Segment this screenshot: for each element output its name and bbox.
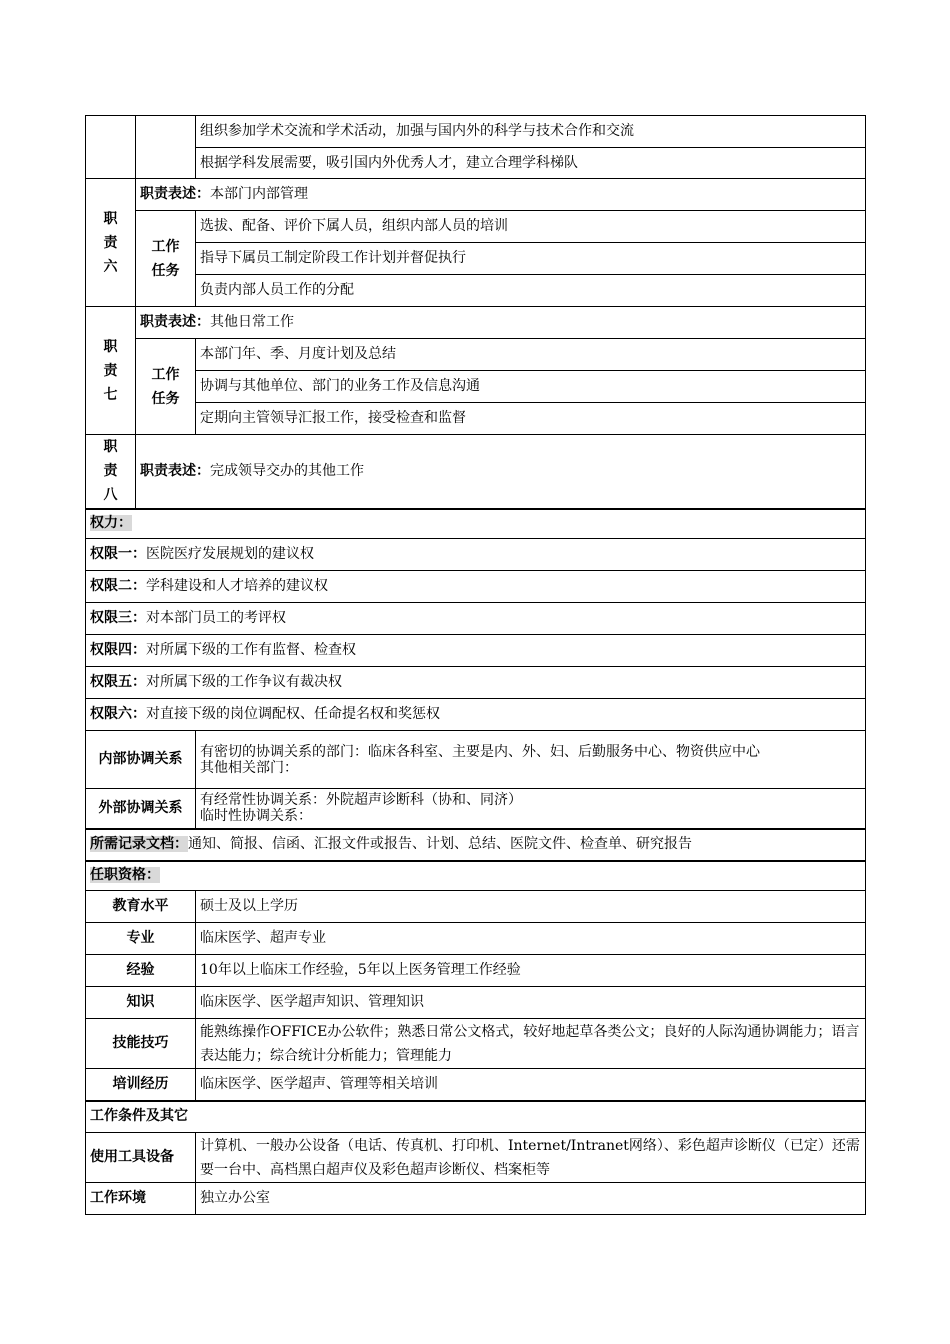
power-item: 权限一：医院医疗发展规划的建议权 [86, 539, 866, 571]
qualification-value: 能熟练操作OFFICE办公软件；熟悉日常公文格式，较好地起草各类公文；良好的人际沟通协调能力；语言表达能力；综合统计分析能力；管理能力 [196, 1019, 866, 1069]
qualification-value: 临床医学、医学超声知识、管理知识 [196, 987, 866, 1019]
powers-header: 权力： [86, 509, 866, 539]
job-description-page [85, 115, 865, 1215]
qualification-value: 10年以上临床工作经验，5年以上医务管理工作经验 [196, 955, 866, 987]
task-item: 根据学科发展需要，吸引国内外优秀人才，建立合理学科梯队 [196, 148, 866, 179]
duty-statement: 职责表述：本部门内部管理 [136, 179, 866, 211]
qualifications-header: 任职资格： [86, 861, 866, 891]
internal-coordination-value: 有密切的协调关系的部门：临床各科室、主要是内、外、妇、后勤服务中心、物资供应中心 其他相关部门： [196, 731, 866, 789]
task-item: 指导下属员工制定阶段工作计划并督促执行 [196, 243, 866, 275]
duty-statement: 职责表述：其他日常工作 [136, 307, 866, 339]
duty-statement: 职责表述：完成领导交办的其他工作 [136, 435, 866, 509]
job-description-table [85, 115, 866, 1215]
task-item: 选拔、配备、评价下属人员，组织内部人员的培训 [196, 211, 866, 243]
task-item: 负责内部人员工作的分配 [196, 275, 866, 307]
power-item: 权限四：对所属下级的工作有监督、检查权 [86, 635, 866, 667]
task-label: 工作 任务 [136, 339, 196, 435]
power-item: 权限二：学科建设和人才培养的建议权 [86, 571, 866, 603]
duty-title-cell [86, 116, 136, 179]
task-item: 本部门年、季、月度计划及总结 [196, 339, 866, 371]
qualification-label: 知识 [86, 987, 196, 1019]
qualification-value: 临床医学、医学超声、管理等相关培训 [196, 1069, 866, 1101]
power-item: 权限六：对直接下级的岗位调配权、任命提名权和奖惩权 [86, 699, 866, 731]
conditions-header: 工作条件及其它 [86, 1101, 866, 1133]
duty-eight-title: 职 责 八 [86, 435, 136, 509]
qualification-value: 硕士及以上学历 [196, 891, 866, 923]
task-label-cell [136, 116, 196, 179]
duty-six-title: 职 责 六 [86, 179, 136, 307]
power-item: 权限五：对所属下级的工作争议有裁决权 [86, 667, 866, 699]
qualification-label: 经验 [86, 955, 196, 987]
qualification-value: 临床医学、超声专业 [196, 923, 866, 955]
condition-label: 工作环境 [86, 1183, 196, 1215]
condition-label: 使用工具设备 [86, 1133, 196, 1183]
external-coordination-label: 外部协调关系 [86, 789, 196, 829]
task-item: 定期向主管领导汇报工作，接受检查和监督 [196, 403, 866, 435]
power-item: 权限三：对本部门员工的考评权 [86, 603, 866, 635]
external-coordination-value: 有经常性协调关系：外院超声诊断科（协和、同济） 临时性协调关系： [196, 789, 866, 829]
task-item: 协调与其他单位、部门的业务工作及信息沟通 [196, 371, 866, 403]
qualification-label: 技能技巧 [86, 1019, 196, 1069]
duty-seven-title: 职 责 七 [86, 307, 136, 435]
task-item: 组织参加学术交流和学术活动，加强与国内外的科学与技术合作和交流 [196, 116, 866, 148]
qualification-label: 专业 [86, 923, 196, 955]
records-row: 所需记录文档：通知、简报、信函、汇报文件或报告、计划、总结、医院文件、检查单、研究报告 [86, 829, 866, 861]
condition-value: 计算机、一般办公设备（电话、传真机、打印机、Internet/Intranet网络）、彩色超声诊断仪（已定）还需要一台中、高档黑白超声仪及彩色超声诊断仪、档案柜等 [196, 1133, 866, 1183]
task-label: 工作 任务 [136, 211, 196, 307]
qualification-label: 培训经历 [86, 1069, 196, 1101]
condition-value: 独立办公室 [196, 1183, 866, 1215]
qualification-label: 教育水平 [86, 891, 196, 923]
internal-coordination-label: 内部协调关系 [86, 731, 196, 789]
